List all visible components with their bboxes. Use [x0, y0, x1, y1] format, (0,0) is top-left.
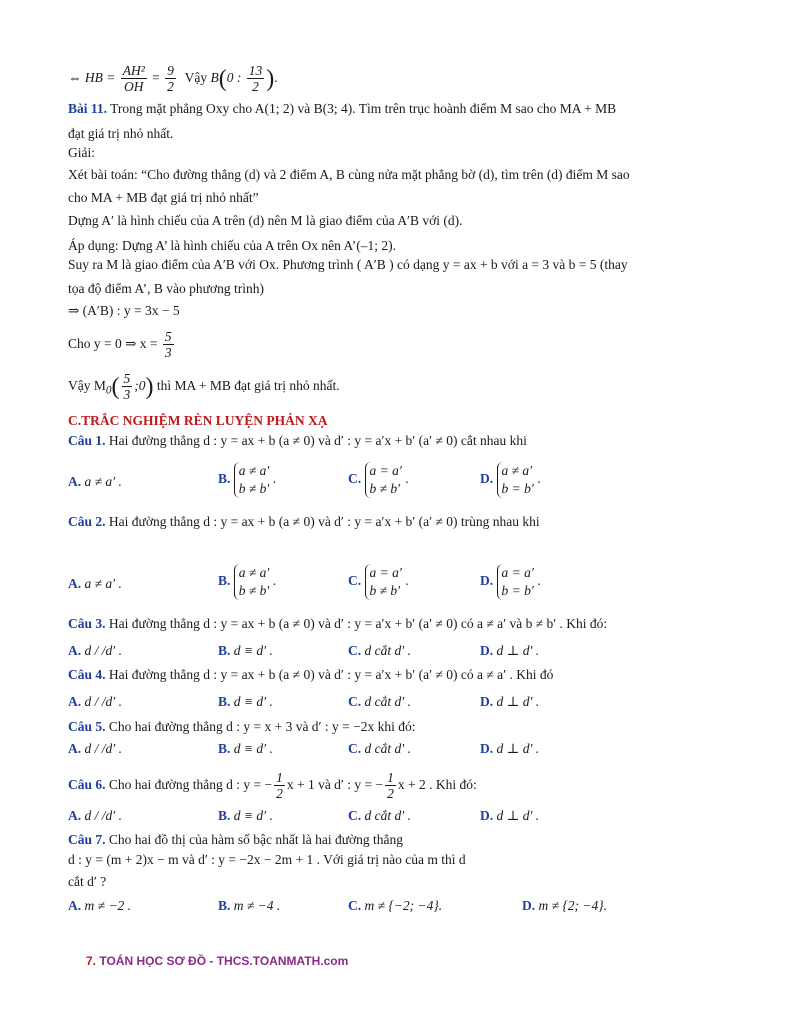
- cau4-question: Câu 4. Hai đường thẳng d : y = ax + b (a ≠ 0) và d′ : y = a′x + b′ (a′ ≠ 0) có a ≠ a′ . Khi đó: [68, 667, 554, 682]
- bai11-line2: đạt giá trị nhỏ nhất.: [68, 126, 174, 141]
- giai-label: Giải:: [68, 145, 95, 160]
- page-number: 7.: [86, 954, 97, 968]
- section-title: C.TRẮC NGHIỆM RÈN LUYỆN PHẢN XẠ: [68, 413, 328, 428]
- cau1-option-c[interactable]: C. a = a′ b ≠ b′ .: [348, 463, 409, 496]
- frac-ah-oh: $\frac{\text{AH²}}{OH}$: [122, 63, 145, 95]
- cau1-option-a[interactable]: A. a ≠ a′ .: [68, 474, 122, 489]
- cau6-frac1: $\frac{1}{2}$: [276, 770, 283, 802]
- cau5-option-b[interactable]: B. d ≡ d′ .: [218, 741, 273, 756]
- cau7-question: Câu 7. Cho hai đồ thị của hàm số bậc nhất là hai đường thẳng: [68, 832, 404, 847]
- bai11-l1: Xét bài toán: “Cho đường thẳng (d) và 2 điểm A, B cùng nửa mặt phẳng bờ (d), tìm trên (d) điểm M sao: [68, 167, 630, 182]
- bai11-l2: cho MA + MB đạt giá trị nhỏ nhất”: [68, 190, 259, 205]
- cau7-option-a[interactable]: A. m ≠ −2 .: [68, 898, 132, 913]
- cau3-question: Câu 3. Hai đường thẳng d : y = ax + b (a ≠ 0) và d′ : y = a′x + b′ (a′ ≠ 0) có a ≠ a′ và b ≠ b′ . Khi đó:: [68, 616, 608, 631]
- bai11-l4: Áp dụng: Dựng A’ là hình chiếu của A trên Ox nên A’(–1; 2).: [68, 238, 397, 253]
- frac-13-2: $\frac{13}{2}$: [248, 63, 263, 95]
- frac-9-2: $\frac{9}{2}$: [167, 63, 174, 95]
- cau2-option-a[interactable]: A. a ≠ a′ .: [68, 576, 122, 591]
- cau6-option-b[interactable]: B. d ≡ d′ .: [218, 808, 273, 823]
- cau5-question: Câu 5. Cho hai đường thẳng d : y = x + 3 và d′ : y = −2x khi đó:: [68, 719, 416, 734]
- cau6-option-a[interactable]: A. d / /d′ .: [68, 808, 122, 823]
- cau5-label: Câu 5.: [68, 719, 106, 734]
- cau7-option-c[interactable]: C. m ≠ {−2; −4}.: [348, 898, 443, 913]
- cau3-option-d[interactable]: D. d ⊥ d′ .: [480, 643, 540, 658]
- cau3-option-c[interactable]: C. d cắt d′ .: [348, 643, 411, 658]
- b-inner: 0 :: [226, 70, 242, 85]
- bai11-line1: [68, 100, 732, 118]
- cau2-label: Câu 2.: [68, 514, 106, 529]
- cau2-option-b[interactable]: B. a ≠ a′ b ≠ b′ .: [218, 565, 277, 598]
- cau4-option-d[interactable]: D. d ⊥ d′ .: [480, 694, 540, 709]
- bai11-l5: Suy ra M là giao điểm của A′B với Ox. Phương trình ( A′B ) có dạng y = ax + b với a = 3 và b = 5 (thay: [68, 257, 628, 272]
- eq-sign: =: [152, 70, 160, 85]
- footer-text[interactable]: TOÁN HỌC SƠ ĐỒ - THCS.TOANMATH.com: [99, 954, 349, 968]
- frac-5-3: $\frac{5}{3}$: [164, 329, 172, 361]
- cau6-option-c[interactable]: C. d cắt d′ .: [348, 808, 411, 823]
- cau7-label: Câu 7.: [68, 832, 106, 847]
- bai11-label: Bài 11.: [68, 101, 108, 116]
- cau6-label: Câu 6.: [68, 777, 106, 792]
- cau4-option-a[interactable]: A. d / /d′ .: [68, 694, 122, 709]
- cau1-question: Câu 1. Hai đường thẳng d : y = ax + b (a ≠ 0) và d′ : y = a′x + b′ (a′ ≠ 0) cắt nhau khi: [68, 433, 527, 448]
- top-equation: ⇔ HB = $\frac{\text{AH²}}{OH}$ = $\frac{9}{2}$ Vậy B(0 : $\frac{13}{2}$ ).: [68, 63, 278, 95]
- bai11-text: Trong mặt phẳng Oxy cho A(1; 2) và B(3; 4). Tìm trên trục hoành điểm M sao cho MA + MB: [110, 101, 617, 116]
- cau4-option-c[interactable]: C. d cắt d′ .: [348, 694, 411, 709]
- vay-text: Vậy: [184, 70, 208, 85]
- frac-5-3-b: $\frac{5}{3}$: [123, 371, 131, 403]
- cau3-label: Câu 3.: [68, 616, 106, 631]
- cau7-line3: cắt d′ ?: [68, 874, 107, 889]
- cau3-option-b[interactable]: B. d ≡ d′ .: [218, 643, 273, 658]
- page-footer: [86, 954, 348, 968]
- cau5-option-d[interactable]: D. d ⊥ d′ .: [480, 741, 540, 756]
- cau6-question: Câu 6. Cho hai đường thẳng d : y = − $\frac{1}{2}$ x + 1 và d′ : y = − $\frac{1}{2}$ x + 2 . Khi đó:: [68, 770, 477, 802]
- cau1-option-b[interactable]: B. a ≠ a′ b ≠ b′ .: [218, 463, 277, 496]
- cau5-option-a[interactable]: A. d / /d′ .: [68, 741, 122, 756]
- point-b: B: [210, 70, 219, 85]
- bai11-l7: ⇒ (A′B) : y = 3x − 5: [68, 303, 180, 318]
- bai11-l6: tọa độ điểm A’, B vào phương trình): [68, 281, 264, 296]
- cau7-option-b[interactable]: B. m ≠ −4 .: [218, 898, 281, 913]
- bai11-l3: Dựng A′ là hình chiếu của A trên (d) nên M là giao điểm của A′B với (d).: [68, 213, 463, 228]
- cau2-question: Câu 2. Hai đường thẳng d : y = ax + b (a ≠ 0) và d′ : y = a′x + b′ (a′ ≠ 0) trùng nhau khi: [68, 514, 540, 529]
- cau4-label: Câu 4.: [68, 667, 106, 682]
- cau6-frac2: $\frac{1}{2}$: [387, 770, 394, 802]
- bai11-l8: Cho y = 0 ⇒ x = $\frac{5}{3}$: [68, 329, 172, 361]
- bai11-l9: Vậy $M_0$( $\frac{5}{3}$ ;0) thì MA + MB đạt giá trị nhỏ nhất.: [68, 371, 340, 403]
- cau7-option-d[interactable]: D. m ≠ {2; −4}.: [522, 898, 608, 913]
- cau2-option-d[interactable]: D. a = a′ b = b′ .: [480, 565, 541, 598]
- cau1-option-d[interactable]: D. a ≠ a′ b = b′ .: [480, 463, 541, 496]
- cau1-label: Câu 1.: [68, 433, 106, 448]
- cau7-line2: d : y = (m + 2)x − m và d′ : y = −2x − 2m + 1 . Với giá trị nào của m thì d: [68, 852, 466, 867]
- hb-lhs: ⇔ HB =: [68, 70, 116, 85]
- cau5-option-c[interactable]: C. d cắt d′ .: [348, 741, 411, 756]
- cau3-option-a[interactable]: A. d / /d′ .: [68, 643, 122, 658]
- cau4-option-b[interactable]: B. d ≡ d′ .: [218, 694, 273, 709]
- cau2-option-c[interactable]: C. a = a′ b ≠ b′ .: [348, 565, 409, 598]
- cau6-option-d[interactable]: D. d ⊥ d′ .: [480, 808, 540, 823]
